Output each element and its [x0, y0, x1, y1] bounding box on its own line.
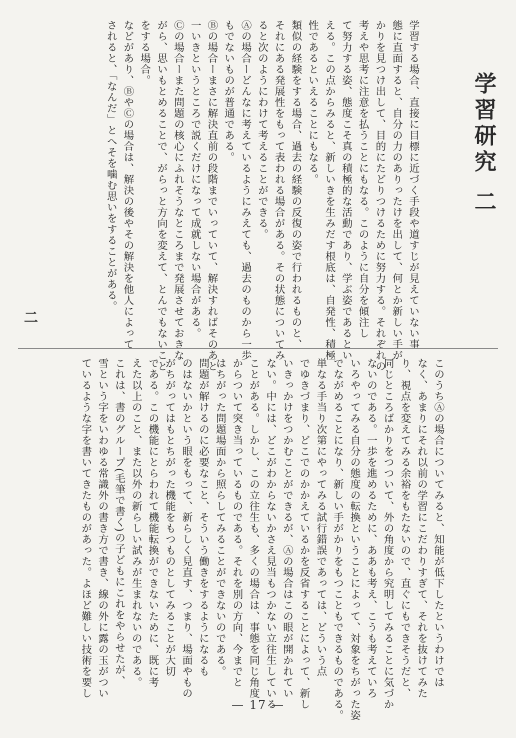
text-line: えた以上のこと、また以外の新らしい試みが生まれないのである。: [129, 358, 142, 688]
text-line: 雪という字をいわゆる常識外の書き方で書き、線の外に露の玉がつい: [96, 358, 109, 699]
text-line: 同じところばかりをつついて、外の角度から究明してみることに気づか: [381, 358, 394, 710]
text-line: なく、あまりにそれ以前の学習にこだわりすぎて、それを抜けてみた: [415, 358, 428, 699]
text-line: このうちⒶの場合についてみると、知能が低下したというわけでは: [432, 358, 444, 688]
text-line: これは、書のグループ(毛筆で書く)の子どもにこれをやらせたが、: [112, 358, 125, 687]
text-line: でながめることになり、新しい手がかりをもつこともできるものである。: [331, 358, 344, 721]
text-line: える。この点からみると、新しいきを生みだす根底は、自発性、積極: [323, 20, 336, 361]
upper-text-block: [102, 20, 421, 372]
text-line: である。この機能にとらわれて機能転換ができないために、既に考: [146, 358, 159, 688]
text-line: Ⓐの場合ーどんなに考えているようにみえても、過去のものから一歩: [239, 20, 252, 361]
text-line: 学習する場合、直接に目標に近づく手段や道すじが見えていない事: [407, 20, 419, 350]
text-line: 一いきというところで説くだけになって成就しない場合がある。: [188, 20, 201, 339]
text-line: て努力する姿、態度こそ真の積極的な活動であり、学ぶ姿であるとい: [339, 20, 352, 361]
text-line: のはないかという眼をもって、新らしく見直す、つまり、場面やもの: [180, 358, 193, 699]
text-line: 態に直面すると、自分の力のありったけを出して、何とか新しい手が: [390, 20, 403, 361]
text-line: ない。中には、どこがわからないかさえ見当もつかない立往生している: [264, 358, 277, 710]
page-number: — 17 —: [231, 698, 285, 712]
text-line: Ⓑの場合ーまさに解決直前の段階までいっていて、解決すればそのあと: [205, 20, 218, 372]
text-line: 性であるといえることにもなる。: [306, 20, 319, 185]
section-title-number: 二: [471, 190, 497, 216]
section-title: [469, 72, 500, 216]
text-line: ないのである。一歩を進めるために、ああも考え、こうも考えていろ: [364, 358, 377, 699]
text-line: り、視点を変えてみる余裕をもたないので、直ぐにもできそうだと、: [398, 358, 411, 699]
text-line: ているような字を書いてきたものがあった。よほど難しい技術を要し: [79, 358, 92, 699]
text-line: Ⓒの場合ーまた問題の核心にふれそうなところまで発展させておきな: [171, 20, 184, 361]
text-line: もでないものが普通である。: [222, 20, 235, 163]
text-line: からついて突き当っているものである。それを別の方向、今までと: [230, 358, 243, 688]
text-line: でゆきづまり、どこでのかかえているかを反省することによって、新し: [297, 358, 310, 710]
text-line: いろやってみる自分の態度の転換ということによって、対象をちがった姿: [348, 358, 361, 721]
text-line: かりを見つけ出して、目的にたどりつけるために努力する。それぞれの: [373, 20, 386, 372]
text-line: をする場合。: [138, 20, 151, 86]
text-line: などがあり、ⒷやⒸの場合は、解決の後やその解決を他人によって: [121, 20, 134, 350]
text-line: がら、思いもとめることで、がらっと方向を変えて、とんでもないこと: [155, 20, 168, 372]
text-line: ると次のようにわけて考えることができる。: [255, 20, 268, 240]
text-line: 単なる手当り次第にやってみる試行錯誤であっては、どういう点: [314, 358, 327, 677]
text-line: それにある発展性をもって表われる場合がある。その状態についてみ: [272, 20, 285, 361]
block-divider: [18, 348, 498, 349]
text-line: いきっかけをつかむことができるが、Ⓐの場合はこの眼が開かれてい: [280, 358, 293, 699]
text-line: 問題が解けるのに必要なこと、そういう働きをするようになるも: [196, 358, 209, 677]
text-line: がちがってはもとちがった機能をもつものとしてみることが大切: [163, 358, 176, 677]
text-line: 考えや思考に注意を払うことにもなる。このように自分を傾注し: [356, 20, 369, 339]
section-number-marker: 二: [22, 310, 38, 324]
text-line: はちがった問題場面から照らしてみることができないのである。: [213, 358, 226, 677]
text-line: ことがある。しかし、この立往生も、多くの場合は、事態を同じ角度: [247, 358, 260, 699]
text-line: 類似の経験をする場合、過去の経験の反復の姿で行われるものと、: [289, 20, 302, 350]
text-line: されると、「なんだ」とへそを噛む思いをすることがある。: [104, 20, 117, 312]
section-title-text: 学習研究: [471, 72, 497, 176]
